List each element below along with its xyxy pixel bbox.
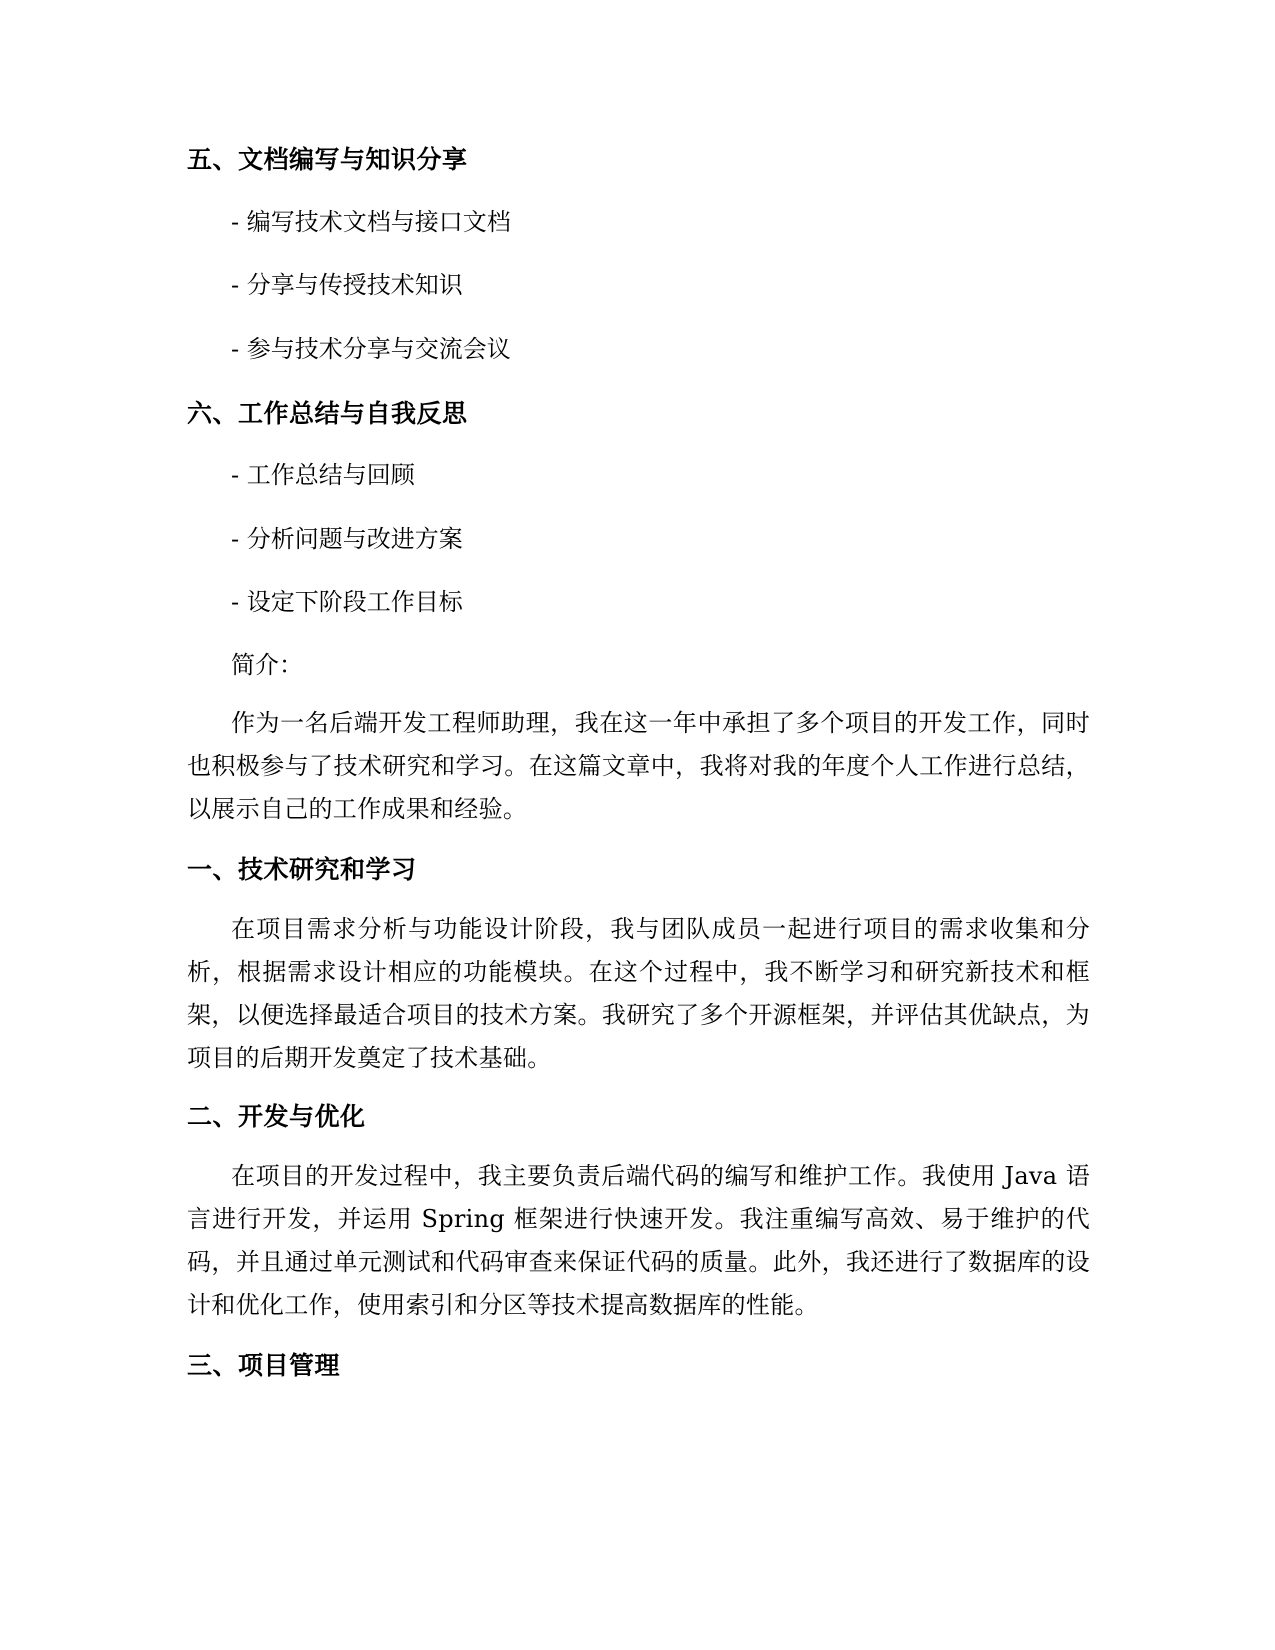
- list-item: - 分享与传授技术知识: [231, 271, 463, 299]
- list-item: - 参与技术分享与交流会议: [231, 335, 511, 363]
- intro-label: 简介：: [231, 651, 303, 679]
- body-paragraph: 在项目需求分析与功能设计阶段，我与团队成员一起进行项目的需求收集和分析，根据需求设计相应的功能模块。在这个过程中，我不断学习和研究新技术和框架，以便选择最适合项目的技术方案。我研究了多个开源框架，并评估其优缺点，为项目的后期开发奠定了技术基础。: [187, 915, 1090, 1072]
- list-item: - 编写技术文档与接口文档: [231, 208, 511, 236]
- section-heading: 二、开发与优化: [187, 1102, 366, 1131]
- intro-paragraph: 作为一名后端开发工程师助理，我在这一年中承担了多个项目的开发工作，同时也积极参与了技术研究和学习。在这篇文章中，我将对我的年度个人工作进行总结，以展示自己的工作成果和经验。: [187, 709, 1090, 823]
- list-item: - 分析问题与改进方案: [231, 525, 463, 553]
- section-heading: 六、工作总结与自我反思: [187, 399, 468, 428]
- section-heading: 五、文档编写与知识分享: [187, 145, 468, 174]
- list-item: - 工作总结与回顾: [231, 461, 415, 489]
- section-heading: 一、技术研究和学习: [187, 855, 417, 884]
- body-paragraph: 在项目的开发过程中，我主要负责后端代码的编写和维护工作。我使用 Java 语言进行开发，并运用 Spring 框架进行快速开发。我注重编写高效、易于维护的代码，并且通过单元测试和代码审查来保证代码的质量。此外，我还进行了数据库的设计和优化工作，使用索引和分区等技术提高数据库的性能。: [187, 1162, 1090, 1319]
- section-heading: 三、项目管理: [187, 1351, 341, 1380]
- list-item: - 设定下阶段工作目标: [231, 588, 463, 616]
